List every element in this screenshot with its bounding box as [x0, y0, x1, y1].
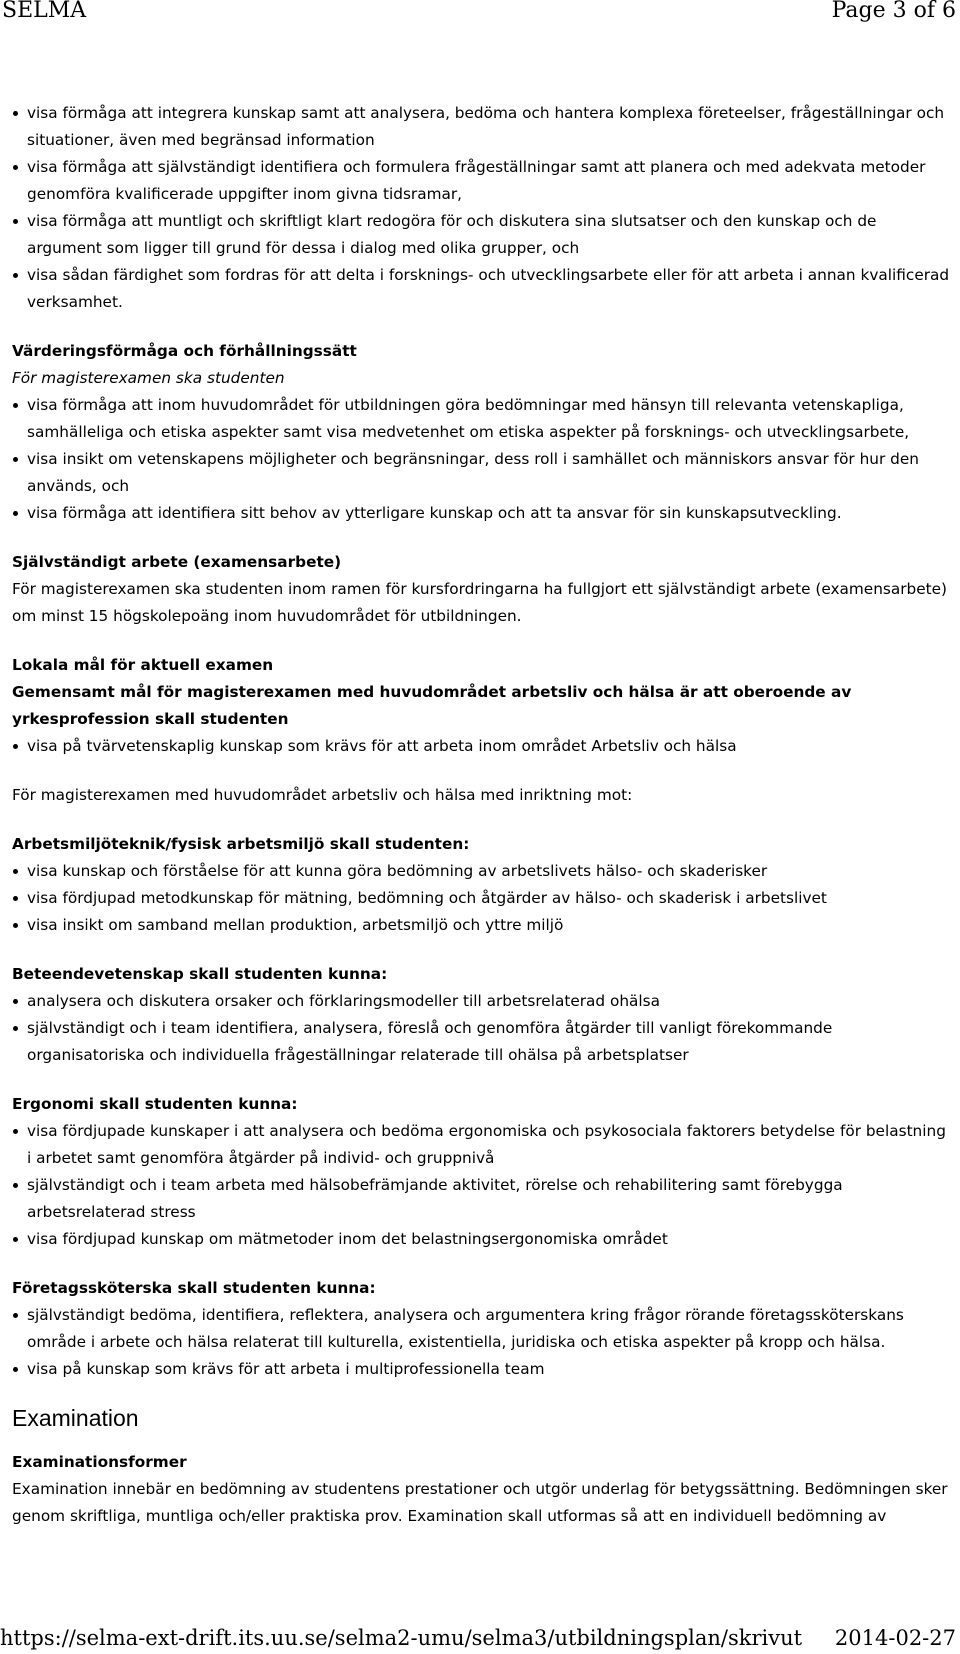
list-item: självständigt bedöma, identifiera, reflektera, analysera och argumentera kring frågor rörande företagssköterskans område i arbete och hälsa relaterat till kulturella, existentiella, juridiska och etiska aspekter på kropp och hälsa.: [12, 1302, 954, 1356]
list-item: analysera och diskutera orsaker och förklaringsmodeller till arbetsrelaterad ohälsa: [12, 988, 954, 1015]
list-item: visa fördjupade kunskaper i att analysera och bedöma ergonomiska och psykosociala faktorers betydelse för belastning i arbetet samt genomföra åtgärder på individ- och gruppnivå: [12, 1118, 954, 1172]
page-header: [0, 0, 960, 24]
list-item: visa sådan färdighet som fordras för att delta i forsknings- och utvecklingsarbete eller för att arbeta i annan kvalificerad verksamhet.: [12, 262, 954, 316]
list-item: självständigt och i team arbeta med hälsobefrämjande aktivitet, rörelse och rehabilitering samt förebygga arbetsrelaterad stress: [12, 1172, 954, 1226]
page-footer: [0, 1626, 960, 1654]
thesis-section: [12, 549, 954, 630]
list-item: visa förmåga att inom huvudområdet för utbildningen göra bedömningar med hänsyn till relevanta vetenskapliga, samhälleliga och etiska aspekter samt visa medvetenhet om etiska aspekter på forsknings- och utvecklingsarbete,: [12, 392, 954, 446]
intro-bullet-list: [12, 100, 954, 316]
track-section-ergonomi: [12, 1091, 954, 1253]
footer-url: https://selma-ext-drift.its.uu.se/selma2-umu/selma3/utbildningsplan/skrivut: [0, 1626, 803, 1650]
section-heading: Värderingsförmåga och förhållningssätt: [12, 342, 357, 360]
section-text: Examination innebär en bedömning av studentens prestationer och utgör underlag för betygssättning. Bedömningen sker genom skriftliga, muntliga och/eller praktiska prov. Examination skall utformas så att en individuell bedömning av: [12, 1480, 948, 1525]
values-section: [12, 338, 954, 527]
footer-date: 2014-02-27: [834, 1626, 956, 1650]
section-heading: Lokala mål för aktuell examen: [12, 656, 274, 674]
track-heading: Arbetsmiljöteknik/fysisk arbetsmiljö skall studenten:: [12, 835, 470, 853]
local-goals-section: [12, 652, 954, 809]
list-item: visa förmåga att integrera kunskap samt att analysera, bedöma och hantera komplexa företeelser, frågeställningar och situationer, även med begränsad information: [12, 100, 954, 154]
track-heading: Företagssköterska skall studenten kunna:: [12, 1279, 376, 1297]
direction-text: För magisterexamen med huvudområdet arbetsliv och hälsa med inriktning mot:: [12, 786, 633, 804]
local-bullet-list: [12, 733, 954, 760]
list-item: visa fördjupad kunskap om mätmetoder inom det belastningsergonomiska området: [12, 1226, 954, 1253]
list-item: visa förmåga att självständigt identifiera och formulera frågeställningar samt att planera och med adekvata metoder genomföra kvalificerade uppgifter inom givna tidsramar,: [12, 154, 954, 208]
values-bullet-list: [12, 392, 954, 527]
list-item: visa fördjupad metodkunskap för mätning, bedömning och åtgärder av hälso- och skaderisk i arbetslivet: [12, 885, 954, 912]
list-item: visa på kunskap som krävs för att arbeta i multiprofessionella team: [12, 1356, 954, 1383]
document-body: [12, 100, 954, 1530]
section-heading: Examinationsformer: [12, 1453, 187, 1471]
track-bullet-list: [12, 858, 954, 939]
list-item: visa på tvärvetenskaplig kunskap som krävs för att arbeta inom området Arbetsliv och hälsa: [12, 733, 954, 760]
section-text: För magisterexamen ska studenten inom ramen för kursfordringarna ha fullgjort ett självständigt arbete (examensarbete) om minst 15 högskolepoäng inom huvudområdet för utbildningen.: [12, 580, 948, 625]
track-bullet-list: [12, 988, 954, 1069]
list-item: visa insikt om samband mellan produktion, arbetsmiljö och yttre miljö: [12, 912, 954, 939]
track-section-beteendevetenskap: [12, 961, 954, 1069]
track-section-arbetsmiljo: [12, 831, 954, 939]
list-item: visa kunskap och förståelse för att kunna göra bedömning av arbetslivets hälso- och skaderisker: [12, 858, 954, 885]
site-name: SELMA: [2, 0, 87, 23]
list-item: visa insikt om vetenskapens möjligheter och begränsningar, dess roll i samhället och människors ansvar för hur den används, och: [12, 446, 954, 500]
track-heading: Ergonomi skall studenten kunna:: [12, 1095, 298, 1113]
track-bullet-list: [12, 1302, 954, 1383]
track-heading: Beteendevetenskap skall studenten kunna:: [12, 965, 388, 983]
page-number: Page 3 of 6: [831, 0, 956, 23]
list-item: visa förmåga att identifiera sitt behov av ytterligare kunskap och att ta ansvar för sin kunskapsutveckling.: [12, 500, 954, 527]
examination-title: Examination: [12, 1405, 139, 1431]
track-section-foretagsskoterska: [12, 1275, 954, 1383]
list-item: självständigt och i team identifiera, analysera, föreslå och genomföra åtgärder till vanligt förekommande organisatoriska och individuella frågeställningar relaterade till ohälsa på arbetsplatser: [12, 1015, 954, 1069]
examination-section: [12, 1449, 954, 1530]
track-bullet-list: [12, 1118, 954, 1253]
list-item: visa förmåga att muntligt och skriftligt klart redogöra för och diskutera sina slutsatser och den kunskap och de argument som ligger till grund för dessa i dialog med olika grupper, och: [12, 208, 954, 262]
section-heading: Självständigt arbete (examensarbete): [12, 553, 342, 571]
section-subheading: För magisterexamen ska studenten: [12, 369, 285, 387]
section-subheading: Gemensamt mål för magisterexamen med huvudområdet arbetsliv och hälsa är att oberoende av yrkesprofession skall studenten: [12, 683, 852, 728]
